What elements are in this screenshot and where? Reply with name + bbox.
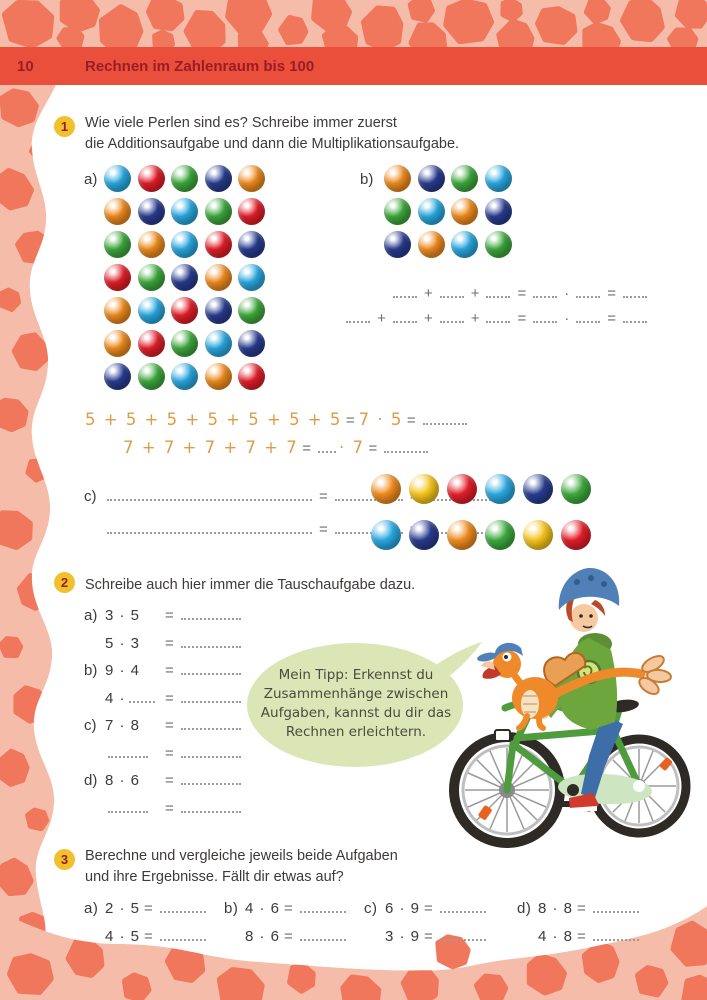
answer-blank[interactable] [181,800,241,813]
bead-darkblue [523,474,553,504]
equation-text: = [302,440,312,457]
bead-grid-c [371,474,599,550]
bead-red [104,264,131,291]
equation-text: 5 · 3 [105,634,141,652]
multiplication-expression [105,717,161,734]
page-number: 10 [17,57,34,75]
exercise3-column [364,900,489,956]
row-label: d) [517,900,532,917]
handwritten-answer: 7 · 5 [358,410,403,429]
bead-green [205,198,232,225]
bead-lightblue [451,231,478,258]
worked-example-line1 [85,410,470,429]
exercise1-prompt [85,113,459,155]
equation-text: = [517,310,527,327]
equation-text: 3 · 5 [105,607,141,624]
handwritten-answer: 5 + 5 + 5 + 5 + 5 + 5 + 5 [85,410,342,429]
multiplication-expression: 8 · 6 [245,928,281,945]
bead-lightblue [485,474,515,504]
page-title: Rechnen im Zahlenraum bis 100 [85,57,315,75]
bead-red [205,231,232,258]
bead-darkblue [138,198,165,225]
answer-blank[interactable] [440,310,464,323]
bead-orange [238,165,265,192]
equation-text: + [470,285,480,302]
answer-blank[interactable] [576,310,600,323]
multiplication-expression [105,635,161,652]
handwritten-answer: · 7 [339,438,365,457]
answer-blank[interactable] [181,745,241,758]
exercise3-prompt-line1: Berechne und vergleiche jeweils beide Aufgaben [85,848,398,864]
bead-yellow [409,474,439,504]
bead-orange [384,165,411,192]
equation-text: 7 · 8 [105,717,141,734]
bead-lightblue [171,198,198,225]
bead-green [104,231,131,258]
face [570,604,598,632]
multiplication-expression [105,800,161,817]
answer-blank[interactable] [181,772,241,785]
exercise3-columns [84,900,664,960]
bead-green [561,474,591,504]
exercise2-row [84,607,244,635]
equation-text: 8 · 6 [105,772,141,789]
answer-blank[interactable] [423,412,467,425]
answer-blank[interactable] [181,635,241,648]
bead-green [238,297,265,324]
row-label: a) [84,607,98,624]
row-label: a) [84,900,99,917]
bead-lightblue [171,231,198,258]
bubble-line4: Rechnen erleichtern. [285,724,427,740]
multiplication-expression: 8 · 8 [538,900,574,917]
multiplication-expression [105,662,161,679]
equation-text: = [319,521,328,538]
bead-orange [205,264,232,291]
bead-orange [205,363,232,390]
bubble-line2: Zusammenhänge zwischen [263,686,449,702]
bead-darkblue [409,520,439,550]
bead-darkblue [205,297,232,324]
bead-green [485,520,515,550]
answer-blank[interactable] [108,800,148,813]
bead-orange [104,297,131,324]
exercise2-prompt: Schreibe auch hier immer die Tauschaufgabe dazu. [85,577,416,593]
multiplication-expression [105,745,161,762]
answer-blank[interactable] [318,440,336,453]
exercise3-prompt [85,846,398,888]
row-label: c) [364,900,378,917]
bead-darkblue [384,231,411,258]
bead-orange [447,520,477,550]
exercise3-column [84,900,209,956]
boy-dragon-bike-illustration [443,558,707,858]
exercise2-row [84,745,244,773]
equals-sign: = [577,928,587,945]
answer-blank[interactable] [593,928,639,941]
equation-text: = [319,488,328,505]
multiplication-expression: 4 · 6 [245,900,281,917]
bead-orange [451,198,478,225]
bead-orange [104,330,131,357]
answer-blank[interactable] [160,928,206,941]
multiplication-expression: 4 · 8 [538,928,574,945]
answer-blank[interactable] [300,900,346,913]
equals-sign: = [165,662,174,679]
bead-lightblue [138,297,165,324]
part-c-label: c) [84,488,97,505]
bead-lightblue [171,363,198,390]
equation-text: + [423,310,433,327]
answer-blank[interactable] [181,662,241,675]
equals-sign: = [144,928,154,945]
bubble-line1: Mein Tipp: Erkennst du [278,667,434,683]
bead-lightblue [205,330,232,357]
bead-red [138,330,165,357]
answer-blank[interactable] [486,310,510,323]
bead-orange [104,198,131,225]
multiplication-expression: 6 · 9 [385,900,421,917]
bead-green [138,264,165,291]
multiplication-expression: 3 · 9 [385,928,421,945]
exercise2-row [84,662,244,690]
bead-darkblue [205,165,232,192]
exercise1-badge: 1 [54,116,75,137]
bead-yellow [523,520,553,550]
multiplication-expression [105,607,161,624]
speech-bubble-text [250,666,462,742]
answer-blank[interactable] [384,440,428,453]
equation-text: = [517,285,527,302]
multiplication-expression: 2 · 5 [105,900,141,917]
part-b-equation-2 [343,310,650,327]
answer-blank[interactable] [393,310,417,323]
answer-blank[interactable] [533,310,557,323]
answer-blank[interactable] [440,285,464,298]
equals-sign: = [165,634,174,652]
worked-example-line2 [123,438,431,457]
bead-green [171,165,198,192]
bead-darkblue [238,330,265,357]
bead-red [238,363,265,390]
answer-blank[interactable] [533,285,557,298]
part-a-label: a) [84,171,98,188]
bead-green [384,198,411,225]
exercise3-row [385,928,489,956]
exercise1-prompt-line2: die Additionsaufgabe und dann die Multiplikationsaufgabe. [85,136,460,152]
bead-grid-a [104,165,272,390]
multiplication-expression [105,772,161,789]
header-bar [0,47,707,85]
equals-sign: = [144,900,154,917]
exercise3-row [245,928,349,956]
exercise3-badge: 3 [54,849,75,870]
answer-blank[interactable] [181,607,241,620]
equals-sign: = [165,607,174,624]
exercise2-badge: 2 [54,572,75,593]
bead-orange [418,231,445,258]
bead-darkblue [238,231,265,258]
handwritten-answer: 7 + 7 + 7 + 7 + 7 [123,438,299,457]
equals-sign: = [284,900,294,917]
bead-orange [371,474,401,504]
bead-red [447,474,477,504]
row-label: c) [84,717,97,734]
equals-sign: = [165,799,174,817]
bead-darkblue [171,264,198,291]
exercise3-column [517,900,642,956]
equals-sign: = [165,689,174,707]
exercise2-row [84,800,244,828]
bead-lightblue [418,198,445,225]
bubble-line3: Aufgaben, kannst du dir das [260,705,452,721]
bead-lightblue [238,264,265,291]
answer-blank[interactable] [623,310,647,323]
answer-blank[interactable] [576,285,600,298]
equation-text: · [564,285,570,302]
equals-sign: = [424,900,434,917]
bead-red [561,520,591,550]
bead-green [138,363,165,390]
bead-red [171,297,198,324]
equation-text: 4 · [105,689,126,707]
answer-blank[interactable] [486,285,510,298]
bead-orange [138,231,165,258]
answer-blank[interactable] [300,928,346,941]
exercise3-row [538,928,642,956]
bead-lightblue [485,165,512,192]
answer-blank[interactable] [160,900,206,913]
bead-darkblue [418,165,445,192]
exercise2-row [84,772,244,800]
answer-blank[interactable] [129,690,155,703]
exercise3-row [105,928,209,956]
headlight [495,730,510,741]
exercise1-prompt-line1: Wie viele Perlen sind es? Schreibe immer zuerst [85,115,397,131]
row-label: b) [224,900,239,917]
equation-text: · [564,310,570,327]
answer-blank[interactable] [623,285,647,298]
multiplication-expression [105,690,161,707]
answer-blank[interactable] [181,690,241,703]
equation-text: = [368,440,378,457]
row-label: b) [84,662,98,679]
bead-grid-b [384,165,518,258]
answer-blank[interactable] [107,488,312,501]
exercise3-row [517,900,642,928]
equals-sign: = [284,928,294,945]
bead-green [485,231,512,258]
exercise3-column [224,900,349,956]
bead-darkblue [104,363,131,390]
exercise3-row [364,900,489,928]
equation-text: + [470,310,480,327]
row-label: d) [84,772,98,789]
part-b-equation-1 [390,285,650,302]
answer-blank[interactable] [440,900,486,913]
exercise2-rows [84,607,244,827]
answer-blank[interactable] [107,521,312,534]
answer-blank[interactable] [346,310,370,323]
exercise2-row [84,635,244,663]
bead-green [451,165,478,192]
exercise2-row [84,690,244,718]
equation-text: = [345,412,355,429]
exercise3-row [84,900,209,928]
equals-sign: = [165,717,174,734]
equals-sign: = [165,772,174,789]
equals-sign: = [165,744,174,762]
equation-text: 9 · 4 [105,662,141,679]
bead-red [138,165,165,192]
equation-text: + [377,310,386,327]
equation-text: = [607,285,616,302]
equation-text: + [423,285,433,302]
bead-lightblue [104,165,131,192]
multiplication-expression: 4 · 5 [105,928,141,945]
exercise3-row [224,900,349,928]
bead-lightblue [371,520,401,550]
bead-red [238,198,265,225]
bead-darkblue [485,198,512,225]
answer-blank[interactable] [393,285,417,298]
exercise3-prompt-line2: und ihre Ergebnisse. Fällt dir etwas auf? [85,869,344,885]
answer-blank[interactable] [181,717,241,730]
answer-blank[interactable] [593,900,639,913]
equals-sign: = [424,928,434,945]
equation-text: = [607,310,616,327]
bead-green [171,330,198,357]
equals-sign: = [577,900,587,917]
equation-text: = [406,412,416,429]
part-b-label: b) [360,171,374,188]
answer-blank[interactable] [440,928,486,941]
exercise2-row [84,717,244,745]
answer-blank[interactable] [108,745,148,758]
